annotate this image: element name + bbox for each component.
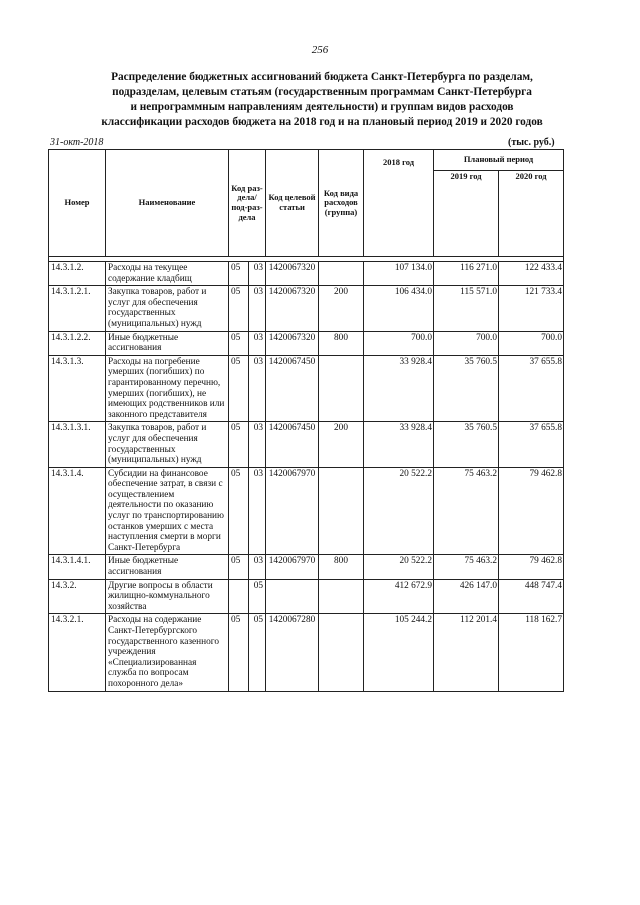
row-target: 1420067970 <box>266 467 319 555</box>
row-name: Иные бюджетные ассигнования <box>106 555 229 579</box>
row-target: 1420067970 <box>266 555 319 579</box>
row-name: Другие вопросы в области жилищно-коммунального хозяйства <box>106 579 229 614</box>
row-2020: 121 733.4 <box>499 286 564 331</box>
row-2020: 79 462.8 <box>499 555 564 579</box>
row-name: Расходы на содержание Санкт-Петербургского государственного казенного учреждения «Специализированная служба по вопросам похоронного дела» <box>106 614 229 691</box>
row-2019: 75 463.2 <box>434 555 499 579</box>
table-row <box>49 579 564 614</box>
row-section: 05 <box>229 286 249 331</box>
row-2020: 118 162.7 <box>499 614 564 691</box>
row-expense-kind <box>319 467 364 555</box>
row-number: 14.3.1.2.1. <box>49 286 106 331</box>
row-2019: 35 760.5 <box>434 422 499 467</box>
row-2019: 700.0 <box>434 331 499 355</box>
row-2019: 116 271.0 <box>434 262 499 286</box>
row-2020: 37 655.8 <box>499 422 564 467</box>
row-2020: 37 655.8 <box>499 355 564 422</box>
row-number: 14.3.1.3. <box>49 355 106 422</box>
document-date: 31-окт-2018 <box>50 137 104 148</box>
row-name: Иные бюджетные ассигнования <box>106 331 229 355</box>
table-row <box>49 614 564 691</box>
row-target: 1420067320 <box>266 331 319 355</box>
row-expense-kind: 200 <box>319 422 364 467</box>
title-line: подразделам, целевым статьям (государственным программам Санкт-Петербурга <box>112 86 532 98</box>
page-number: 256 <box>311 44 329 56</box>
row-2018: 20 522.2 <box>364 555 434 579</box>
row-name: Расходы на погребение умерших (погибших) по гарантированному перечню, умерших (погибших), не имеющих родственников или законного представителя <box>106 355 229 422</box>
row-section: 05 <box>229 555 249 579</box>
row-number: 14.3.2.1. <box>49 614 106 691</box>
row-2020: 448 747.4 <box>499 579 564 614</box>
header-planned: Плановый период <box>434 150 564 171</box>
header-target: Код целевой статьи <box>266 150 319 257</box>
row-2020: 79 462.8 <box>499 467 564 555</box>
row-expense-kind <box>319 262 364 286</box>
budget-table <box>48 149 564 692</box>
row-number: 14.3.2. <box>49 579 106 614</box>
document-title <box>52 70 592 130</box>
row-target: 1420067450 <box>266 355 319 422</box>
row-2018: 105 244.2 <box>364 614 434 691</box>
row-section: 05 <box>229 355 249 422</box>
row-name: Субсидии на финансовое обеспечение затрат, в связи с осуществлением деятельности по оказанию услуг по транспортированию останков умерших с места наступления смерти в морги Санкт-Петербурга <box>106 467 229 555</box>
table-row <box>49 331 564 355</box>
row-2020: 700.0 <box>499 331 564 355</box>
row-subsection: 03 <box>249 355 266 422</box>
title-line: Распределение бюджетных ассигнований бюджета Санкт-Петербурга по разделам, <box>111 71 533 83</box>
table-row <box>49 286 564 331</box>
row-2018: 107 134.0 <box>364 262 434 286</box>
row-expense-kind <box>319 579 364 614</box>
header-2018: 2018 год <box>364 150 434 257</box>
header-expense-kind: Код вида расходов (группа) <box>319 150 364 257</box>
row-section <box>229 579 249 614</box>
table-row <box>49 262 564 286</box>
row-number: 14.3.1.2.2. <box>49 331 106 355</box>
row-number: 14.3.1.4. <box>49 467 106 555</box>
row-subsection: 03 <box>249 262 266 286</box>
row-2019: 35 760.5 <box>434 355 499 422</box>
table-row <box>49 355 564 422</box>
header-number: Номер <box>49 150 106 257</box>
table-row <box>49 422 564 467</box>
header-section: Код раз-дела/ под-раз-дела <box>229 150 266 257</box>
title-line: и непрограммным направлениям деятельности) и группам видов расходов <box>130 101 514 113</box>
row-subsection: 03 <box>249 555 266 579</box>
row-subsection: 03 <box>249 467 266 555</box>
row-target: 1420067280 <box>266 614 319 691</box>
row-expense-kind: 800 <box>319 555 364 579</box>
row-number: 14.3.1.4.1. <box>49 555 106 579</box>
row-subsection: 05 <box>249 614 266 691</box>
row-subsection: 03 <box>249 422 266 467</box>
row-expense-kind <box>319 614 364 691</box>
row-section: 05 <box>229 331 249 355</box>
row-2018: 412 672.9 <box>364 579 434 614</box>
row-number: 14.3.1.3.1. <box>49 422 106 467</box>
row-target: 1420067450 <box>266 422 319 467</box>
header-2020: 2020 год <box>499 170 564 256</box>
row-target <box>266 579 319 614</box>
row-expense-kind: 800 <box>319 331 364 355</box>
row-section: 05 <box>229 614 249 691</box>
row-2019: 75 463.2 <box>434 467 499 555</box>
row-2018: 700.0 <box>364 331 434 355</box>
row-expense-kind <box>319 355 364 422</box>
row-number: 14.3.1.2. <box>49 262 106 286</box>
table-row <box>49 555 564 579</box>
row-2019: 115 571.0 <box>434 286 499 331</box>
header-name: Наименование <box>106 150 229 257</box>
table-row <box>49 467 564 555</box>
row-subsection: 03 <box>249 331 266 355</box>
row-2019: 112 201.4 <box>434 614 499 691</box>
row-2019: 426 147.0 <box>434 579 499 614</box>
row-section: 05 <box>229 262 249 286</box>
title-line: классификации расходов бюджета на 2018 год и на плановый период 2019 и 2020 годов <box>101 116 543 128</box>
row-2018: 106 434.0 <box>364 286 434 331</box>
units-label: (тыс. руб.) <box>508 137 555 148</box>
row-section: 05 <box>229 422 249 467</box>
row-2018: 33 928.4 <box>364 422 434 467</box>
row-2020: 122 433.4 <box>499 262 564 286</box>
row-expense-kind: 200 <box>319 286 364 331</box>
row-target: 1420067320 <box>266 262 319 286</box>
row-subsection: 03 <box>249 286 266 331</box>
row-target: 1420067320 <box>266 286 319 331</box>
row-subsection: 05 <box>249 579 266 614</box>
row-section: 05 <box>229 467 249 555</box>
row-name: Расходы на текущее содержание кладбищ <box>106 262 229 286</box>
row-name: Закупка товаров, работ и услуг для обеспечения государственных (муниципальных) нужд <box>106 422 229 467</box>
header-2019: 2019 год <box>434 170 499 256</box>
row-2018: 20 522.2 <box>364 467 434 555</box>
row-2018: 33 928.4 <box>364 355 434 422</box>
row-name: Закупка товаров, работ и услуг для обеспечения государственных (муниципальных) нужд <box>106 286 229 331</box>
